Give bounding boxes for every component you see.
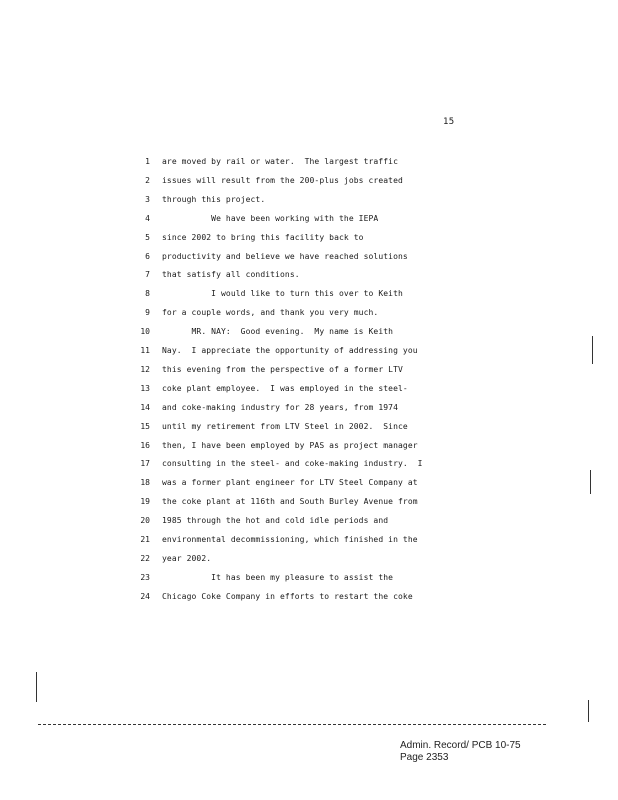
- transcript-line: Nay. I appreciate the opportunity of addressing you: [162, 346, 418, 355]
- line-number: 4: [145, 214, 150, 223]
- transcript-line: the coke plant at 116th and South Burley Avenue from: [162, 497, 418, 506]
- page-number: 15: [443, 117, 455, 127]
- transcript-line: Chicago Coke Company in efforts to restart the coke: [162, 592, 413, 601]
- line-number: 11: [140, 346, 150, 355]
- line-number: 1: [145, 157, 150, 166]
- transcript-line: coke plant employee. I was employed in the steel-: [162, 384, 408, 393]
- transcript-line: productivity and believe we have reached solutions: [162, 252, 408, 261]
- transcript-line: for a couple words, and thank you very much.: [162, 308, 379, 317]
- transcript-line: through this project.: [162, 195, 266, 204]
- line-number: 13: [140, 384, 150, 393]
- line-number: 2: [145, 176, 150, 185]
- footer-stamp: [400, 740, 521, 764]
- transcript-line: MR. NAY: Good evening. My name is Keith: [162, 327, 394, 336]
- line-number: 16: [140, 441, 150, 450]
- line-number: 9: [145, 308, 150, 317]
- transcript-line: this evening from the perspective of a former LTV: [162, 365, 403, 374]
- line-number: 20: [140, 516, 150, 525]
- transcript-line: consulting in the steel- and coke-making industry. I: [162, 459, 423, 468]
- line-number: 8: [145, 289, 150, 298]
- transcript-line: was a former plant engineer for LTV Steel Company at: [162, 478, 418, 487]
- transcript-line: issues will result from the 200-plus jobs created: [162, 176, 403, 185]
- line-number: 24: [140, 592, 150, 601]
- admin-record-label: Admin. Record/ PCB 10-75: [400, 740, 521, 751]
- footer-page-label: Page 2353: [400, 752, 449, 763]
- line-number: 3: [145, 195, 150, 204]
- line-number: 23: [140, 573, 150, 582]
- transcript-line: We have been working with the IEPA: [162, 214, 379, 223]
- line-number: 22: [140, 554, 150, 563]
- transcript-line: since 2002 to bring this facility back to: [162, 233, 364, 242]
- scan-mark: [590, 470, 591, 494]
- transcript-line: until my retirement from LTV Steel in 2002. Since: [162, 422, 408, 431]
- line-number: 6: [145, 252, 150, 261]
- transcript-line: It has been my pleasure to assist the: [162, 573, 394, 582]
- transcript-line: year 2002.: [162, 554, 212, 563]
- line-number: 21: [140, 535, 150, 544]
- line-number: 15: [140, 422, 150, 431]
- line-number: 5: [145, 233, 150, 242]
- transcript-line: that satisfy all conditions.: [162, 270, 300, 279]
- scan-mark: [588, 700, 589, 722]
- scan-mark: [592, 336, 593, 364]
- transcript-line: environmental decommissioning, which finished in the: [162, 535, 418, 544]
- transcript-line: then, I have been employed by PAS as project manager: [162, 441, 418, 450]
- scan-mark: [36, 672, 37, 702]
- line-number: 12: [140, 365, 150, 374]
- line-number: 17: [140, 459, 150, 468]
- line-number: 7: [145, 270, 150, 279]
- line-number: 19: [140, 497, 150, 506]
- transcript-line: and coke-making industry for 28 years, from 1974: [162, 403, 398, 412]
- line-number: 18: [140, 478, 150, 487]
- line-number: 10: [140, 327, 150, 336]
- transcript-line: I would like to turn this over to Keith: [162, 289, 403, 298]
- line-number: 14: [140, 403, 150, 412]
- bottom-divider: [38, 724, 546, 725]
- transcript-line: are moved by rail or water. The largest traffic: [162, 157, 398, 166]
- transcript-line: 1985 through the hot and cold idle periods and: [162, 516, 389, 525]
